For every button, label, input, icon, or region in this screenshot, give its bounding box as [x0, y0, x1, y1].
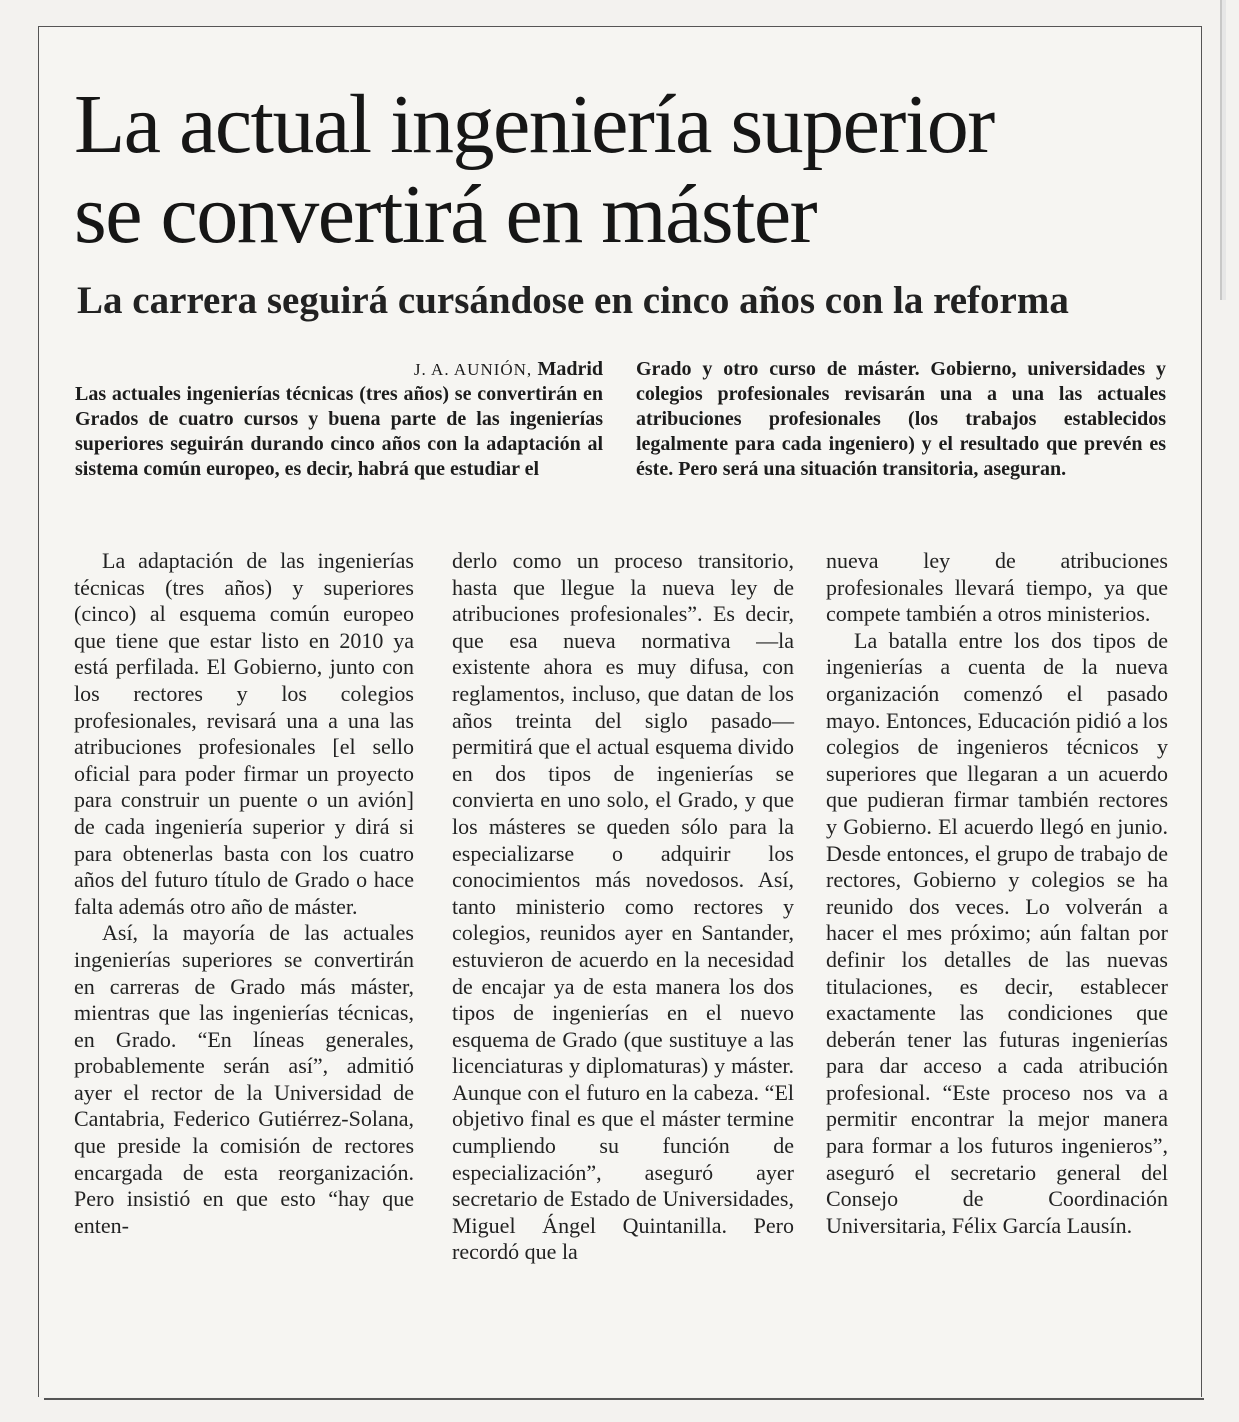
headline-line-1: La actual ingeniería superior: [74, 78, 994, 171]
lead-paragraph-right: Grado y otro curso de máster. Gobierno, universidades y colegios profesionales revisarán una a una las actuales atribuciones profesionales (los trabajos establecidos legalmente para cada ingeniero) y el resultado que prevén es éste. Pero será una situación transitoria, aseguran.: [636, 358, 1166, 480]
byline-author: J. A. AUNIÓN,: [413, 360, 533, 379]
body-paragraph: nueva ley de atribuciones profesionales llevará tiempo, ya que compete también a otros ministerios.: [826, 548, 1168, 627]
body-paragraph: La adaptación de las ingenierías técnicas (tres años) y superiores (cinco) al esquema común europeo que tiene que estar listo en 2010 ya está perfilada. El Gobierno, junto con los rectores y los colegios profesionales, revisará una a una las atribuciones profesionales [el sello oficial para poder firmar un proyecto para construir un puente o un avión] de cada ingeniería superior y dirá si para obtenerlas basta con los cuatro años del futuro título de Grado o hace falta además otro año de máster.: [74, 548, 414, 919]
byline-city: Madrid: [537, 358, 603, 380]
body-paragraph: La batalla entre los dos tipos de ingenierías a cuenta de la nueva organización comenzó el pasado mayo. Entonces, Educación pidió a los colegios de ingenieros técnicos y superiores que llegaran a un acuerdo que pudieran firmar también rectores y Gobierno. El acuerdo llegó en junio. Desde entonces, el grupo de trabajo de rectores, Gobierno y colegios se ha reunido dos veces. Lo volverán a hacer el mes próximo; aún faltan por definir los detalles de las nuevas titulaciones, es decir, establecer exactamente las condiciones que deberán tener las futuras ingenierías para dar acceso a cada atribución profesional. “Este proceso nos va a permitir encontrar la mejor manera para formar a los futuros ingenieros”, aseguró el secretario general del Consejo de Coordinación Universitaria, Félix García Lausín.: [826, 627, 1168, 1238]
body-column-3: [826, 548, 1168, 1239]
headline-line-2: se convertirá en máster: [74, 168, 817, 261]
lead-right-column: [636, 357, 1166, 482]
body-paragraph: Así, la mayoría de las actuales ingenierías superiores se convertirán en carreras de Grado más máster, mientras que las ingenierías técnicas, en Grado. “En líneas generales, probablemente serán así”, admitió ayer el rector de la Universidad de Cantabria, Federico Gutiérrez-Solana, que preside la comisión de rectores encargada de esta reorganización. Pero insistió en que esto “hay que enten-: [74, 920, 414, 1238]
lead-paragraph-left: Las actuales ingenierías técnicas (tres años) se convertirán en Grados de cuatro cursos y buena parte de las ingenierías superiores seguirán durando cinco años con la adaptación al sistema común europeo, es decir, habrá que estudiar el: [75, 383, 603, 480]
subheadline: La carrera seguirá cursándose en cinco años con la reforma: [77, 279, 1069, 322]
headline: [74, 80, 1174, 260]
lead-left-column: [75, 357, 603, 482]
body-paragraph: derlo como un proceso transitorio, hasta que llegue la nueva ley de atribuciones profesionales”. Es decir, que esa nueva normativa —la existente ahora es muy difusa, con reglamentos, incluso, que datan de los años treinta del siglo pasado— permitirá que el actual esquema divido en dos tipos de ingenierías se convierta en uno solo, el Grado, y que los másteres se queden sólo para la especializarse o adquirir los conocimientos más novedosos. Así, tanto ministerio como rectores y colegios, reunidos ayer en Santander, estuvieron de acuerdo en la necesidad de encajar ya de esta manera los dos tipos de ingenierías en el nuevo esquema de Grado (que sustituye a las licenciaturas y diplomaturas) y máster. Aunque con el futuro en la cabeza. “El objetivo final es que el máster termine cumpliendo su función de especialización”, aseguró ayer secretario de Estado de Universidades, Miguel Ángel Quintanilla. Pero recordó que la: [452, 548, 794, 1265]
body-column-2: [452, 548, 794, 1266]
byline: [75, 357, 603, 382]
body-column-1: [74, 548, 414, 1239]
bottom-rule: [44, 1398, 1204, 1400]
scan-edge-strip: [1218, 0, 1239, 300]
